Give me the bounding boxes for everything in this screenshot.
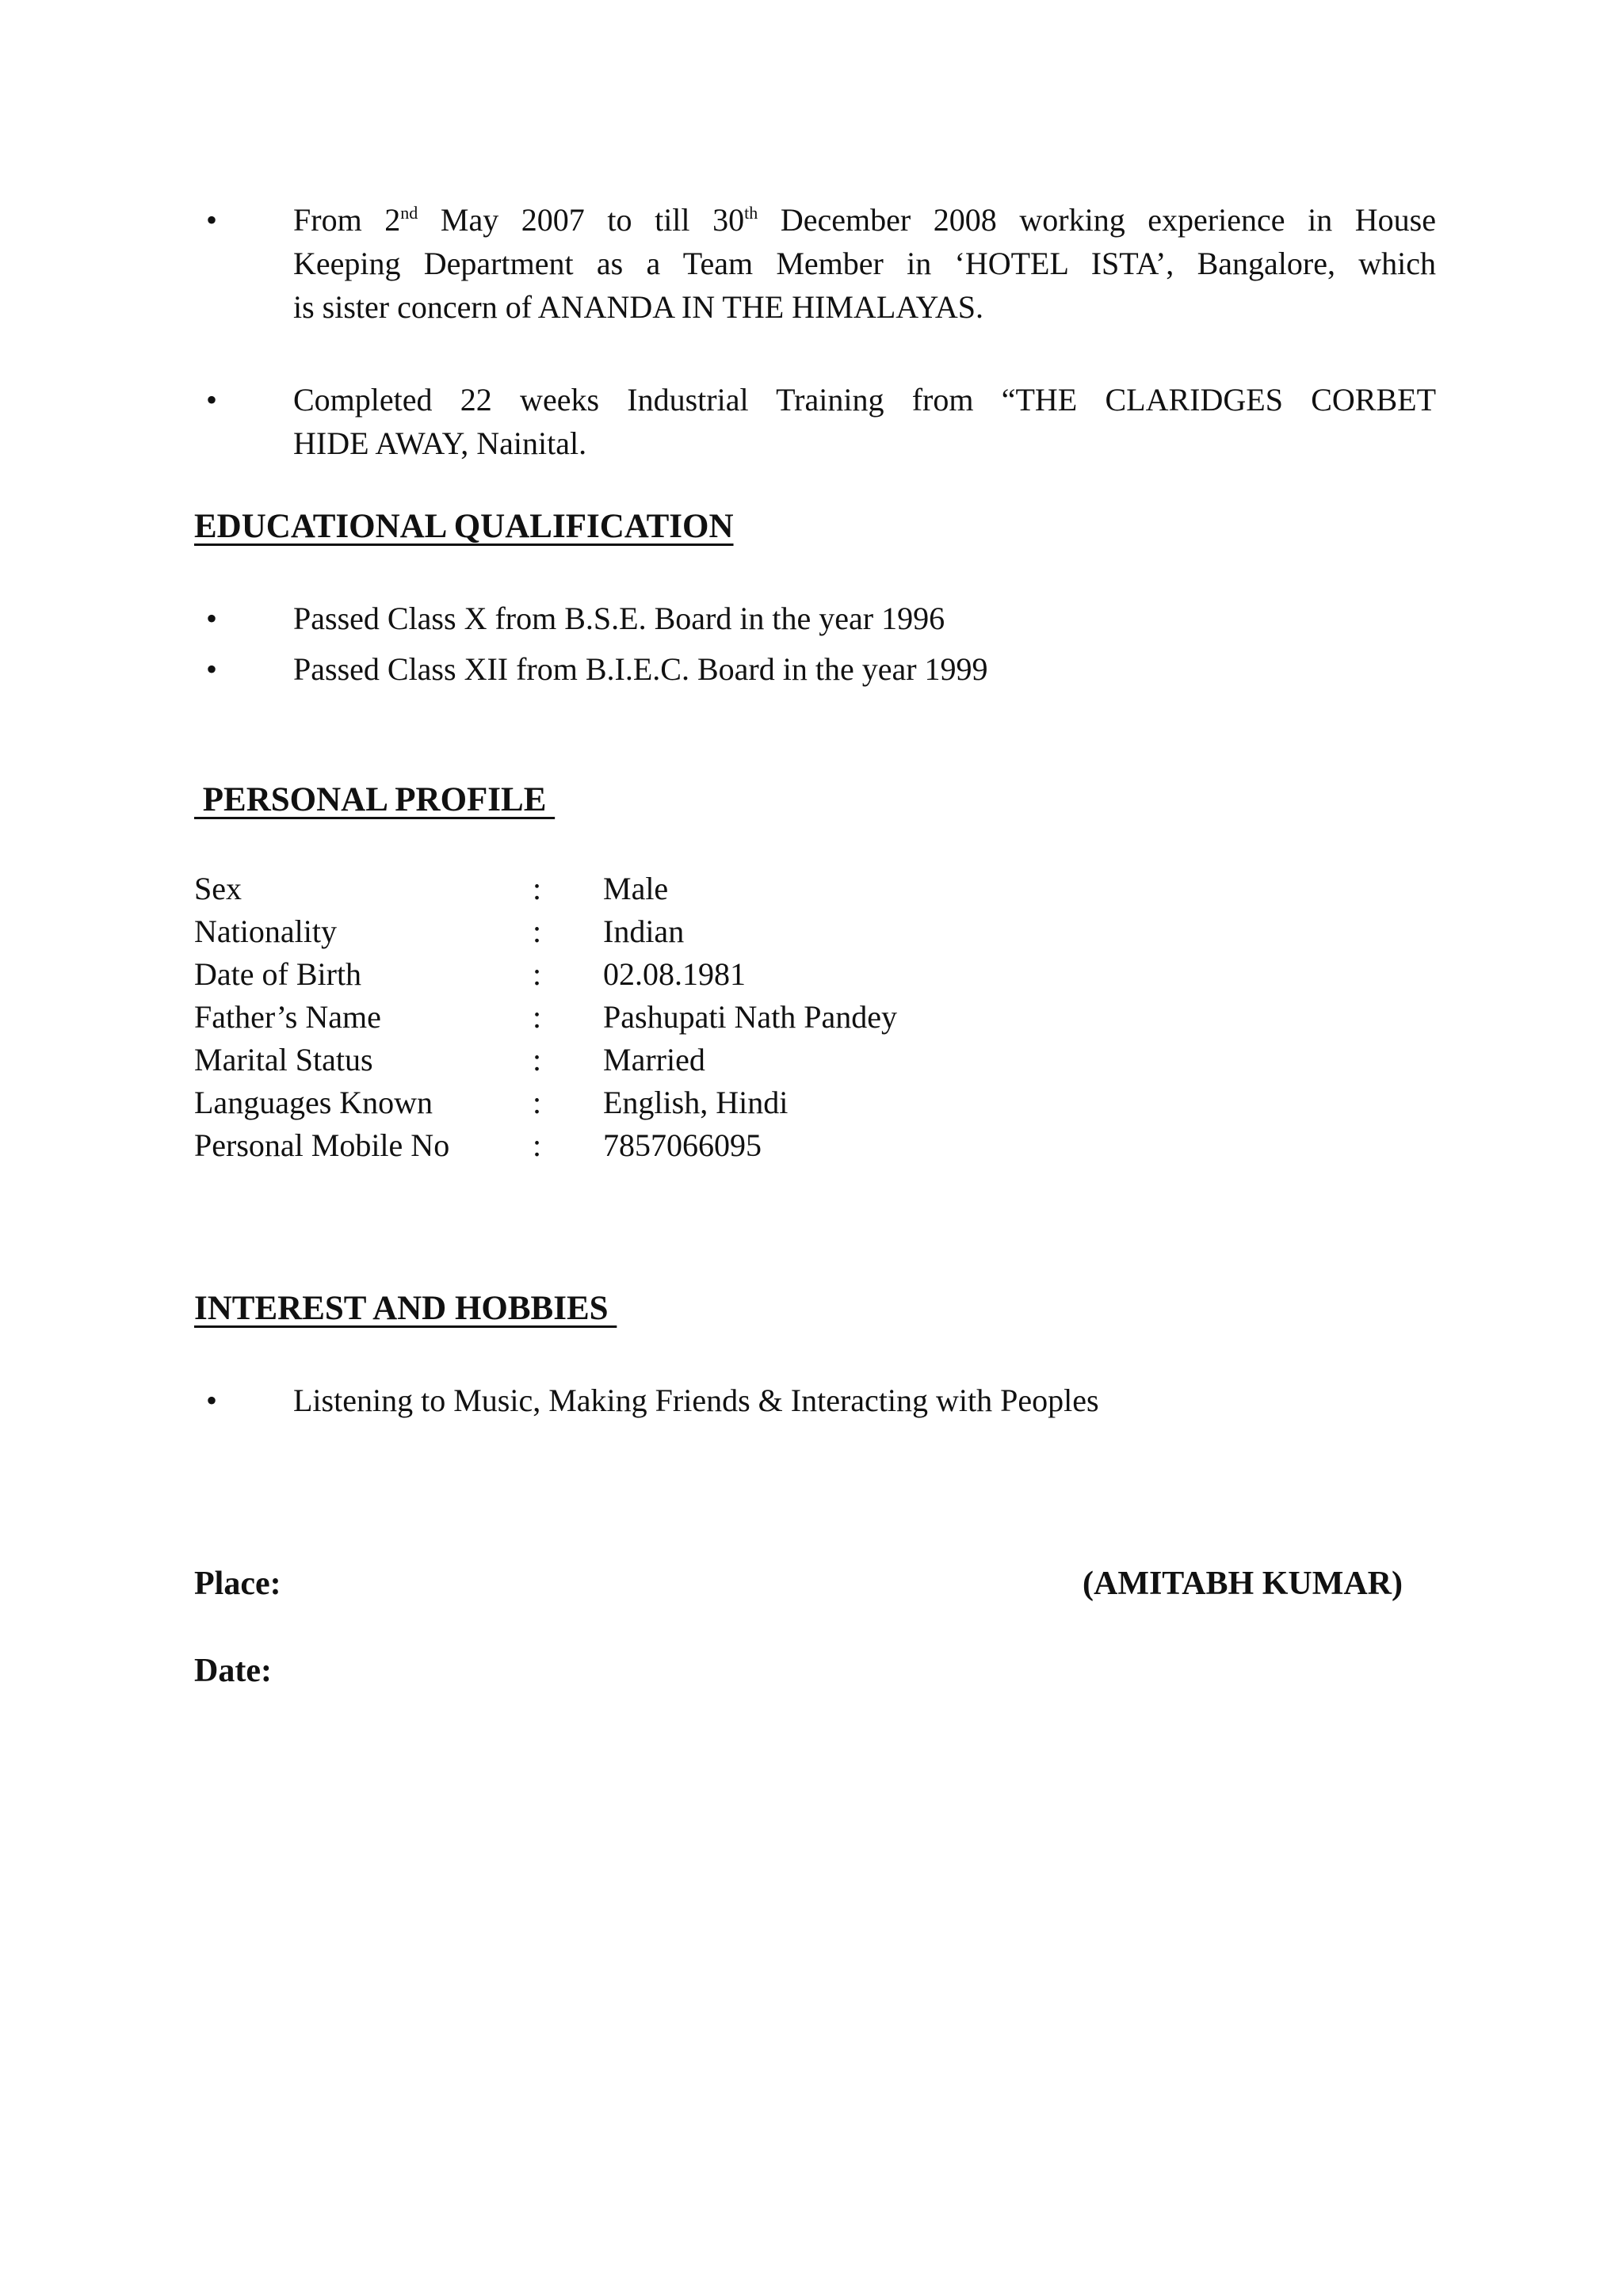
education-heading: EDUCATIONAL QUALIFICATION: [194, 508, 734, 545]
date-label: Date:: [194, 1653, 272, 1689]
education-item-text: Passed Class XII from B.I.E.C. Board in the year 1999: [293, 651, 988, 687]
experience-line: HIDE AWAY, Nainital.: [293, 425, 587, 461]
bullet-icon: •: [205, 202, 217, 238]
profile-row-sex: [194, 868, 1145, 910]
profile-row-mobile: [194, 1124, 1145, 1167]
profile-value: 7857066095: [603, 1127, 762, 1163]
experience-item: [0, 198, 1623, 333]
profile-separator: :: [533, 913, 542, 949]
profile-separator: :: [533, 871, 542, 906]
personal-profile-heading: PERSONAL PROFILE: [194, 781, 556, 818]
profile-separator: :: [533, 1085, 542, 1120]
profile-row-marital-status: [194, 1039, 1145, 1081]
education-item-text: Passed Class X from B.S.E. Board in the year 1996: [293, 601, 945, 636]
education-item: [0, 597, 1623, 640]
profile-separator: :: [533, 956, 542, 992]
experience-item-text: [293, 378, 1436, 465]
experience-line: Keeping Department as a Team Member in ‘HOTEL ISTA’, Bangalore, which: [293, 246, 1436, 281]
experience-item-text: [293, 198, 1436, 329]
profile-label: Nationality: [194, 913, 337, 949]
experience-line: From 2nd May 2007 to till 30th December 2008 working experience in House: [293, 202, 1437, 238]
profile-row-nationality: [194, 910, 1145, 953]
signatory-name: (AMITABH KUMAR): [1083, 1566, 1403, 1602]
profile-value: English, Hindi: [603, 1085, 789, 1120]
profile-label: Date of Birth: [194, 956, 362, 992]
profile-label: Languages Known: [194, 1085, 433, 1120]
profile-value: Pashupati Nath Pandey: [603, 999, 898, 1035]
profile-label: Marital Status: [194, 1042, 373, 1077]
place-label: Place:: [194, 1566, 281, 1602]
profile-value: Indian: [603, 913, 685, 949]
interest-item: [0, 1379, 1623, 1422]
profile-value: Married: [603, 1042, 705, 1077]
interest-item-text: Listening to Music, Making Friends & Interacting with Peoples: [293, 1383, 1099, 1418]
bullet-icon: •: [205, 1383, 217, 1418]
profile-row-languages: [194, 1081, 1145, 1124]
profile-separator: :: [533, 1127, 542, 1163]
profile-value: 02.08.1981: [603, 956, 746, 992]
profile-label: Sex: [194, 871, 242, 906]
profile-label: Father’s Name: [194, 999, 381, 1035]
profile-label: Personal Mobile No: [194, 1127, 450, 1163]
bullet-icon: •: [205, 651, 217, 687]
profile-row-date-of-birth: [194, 953, 1145, 996]
profile-value: Male: [603, 871, 669, 906]
bullet-icon: •: [205, 382, 217, 418]
experience-item: [0, 378, 1623, 469]
profile-row-fathers-name: [194, 996, 1145, 1039]
interests-heading: INTEREST AND HOBBIES: [194, 1290, 617, 1327]
profile-separator: :: [533, 1042, 542, 1077]
profile-separator: :: [533, 999, 542, 1035]
experience-line: Completed 22 weeks Industrial Training from “THE CLARIDGES CORBET: [293, 382, 1436, 418]
bullet-icon: •: [205, 601, 217, 636]
experience-line: is sister concern of ANANDA IN THE HIMALAYAS.: [293, 289, 984, 325]
education-item: [0, 647, 1623, 691]
